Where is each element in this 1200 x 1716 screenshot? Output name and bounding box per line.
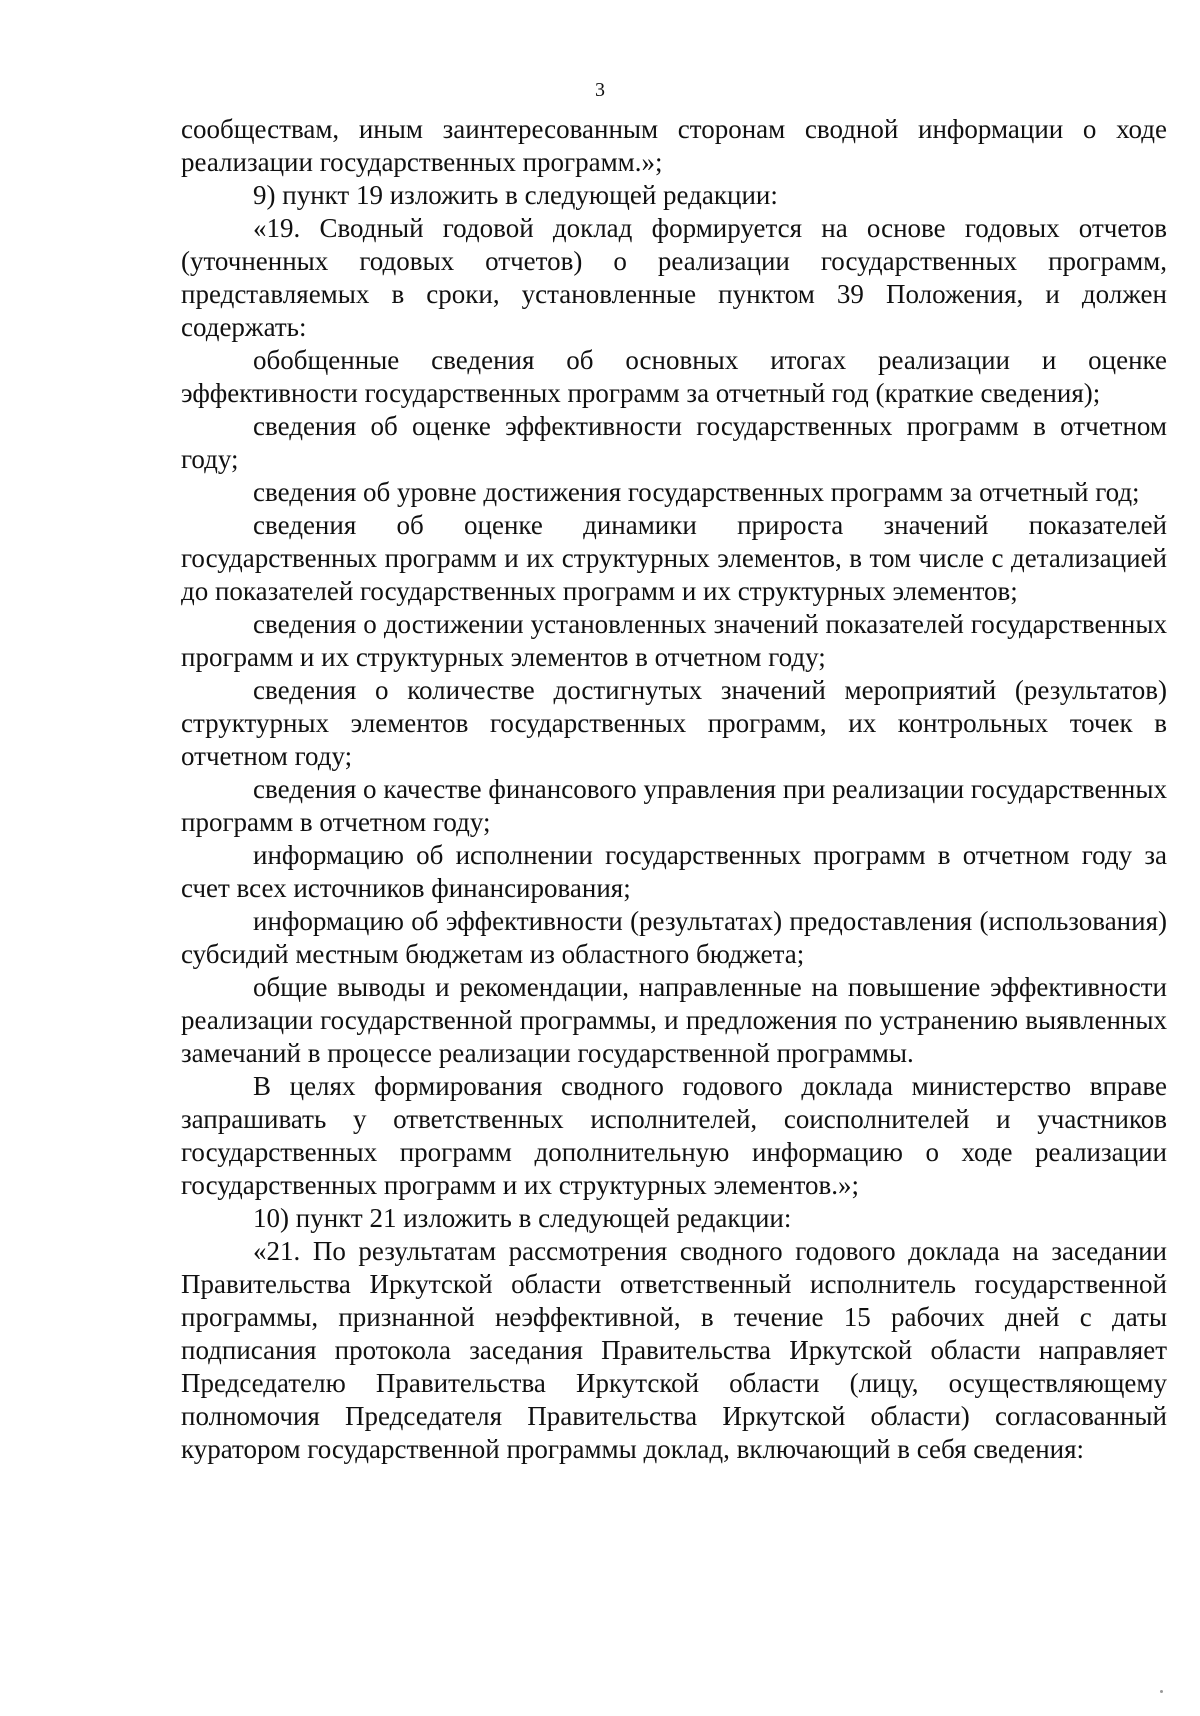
paragraph: сведения об оценке динамики прироста значений показателей государственных программ и их структурных элементов, в том числе с детализацией до показателей государственных программ и их структурных элементов; [181,510,1167,606]
paragraph: информацию об исполнении государственных программ в отчетном году за счет всех источников финансирования; [181,840,1167,903]
paragraph: сведения об оценке эффективности государственных программ в отчетном году; [181,411,1167,474]
paragraph: «21. По результатам рассмотрения сводного годового доклада на заседании Правительства Иркутской области ответственный исполнитель государственной программы, признанной неэффективной, в течение 15 рабочих дней с даты подписания протокола заседания Правительства Иркутской области направляет Председателю Правительства Иркутской области (лицу, осуществляющему полномочия Председателя Правительства Иркутской области) согласованный куратором государственной программы доклад, включающий в себя сведения: [181,1236,1167,1464]
document-body [181,113,1167,1466]
paragraph: сведения о достижении установленных значений показателей государственных программ и их структурных элементов в отчетном году; [181,609,1167,672]
paragraph: обобщенные сведения об основных итогах реализации и оценке эффективности государственных программ за отчетный год (краткие сведения); [181,345,1167,408]
paragraph: «19. Сводный годовой доклад формируется на основе годовых отчетов (уточненных годовых отчетов) о реализации государственных программ, представляемых в сроки, установленные пунктом 39 Положения, и должен содержать: [181,213,1167,342]
paragraph: сведения об уровне достижения государственных программ за отчетный год; [253,477,1140,507]
paragraph: В целях формирования сводного годового доклада министерство вправе запрашивать у ответственных исполнителей, соисполнителей и участников государственных программ дополнительную информацию о ходе реализации государственных программ и их структурных элементов.»; [181,1071,1167,1200]
paragraph: сведения о количестве достигнутых значений мероприятий (результатов) структурных элементов государственных программ, их контрольных точек в отчетном году; [181,675,1167,771]
paragraph: сведения о качестве финансового управления при реализации государственных программ в отчетном году; [181,774,1167,837]
paragraph: 9) пункт 19 изложить в следующей редакции: [253,180,778,210]
scan-speck [1160,1690,1163,1693]
paragraph: сообществам, иным заинтересованным сторонам сводной информации о ходе реализации государственных программ.»; [181,114,1167,177]
paragraph: 10) пункт 21 изложить в следующей редакции: [253,1203,792,1233]
paragraph: общие выводы и рекомендации, направленные на повышение эффективности реализации государственной программы, и предложения по устранению выявленных замечаний в процессе реализации государственной программы. [181,972,1167,1068]
paragraph: информацию об эффективности (результатах) предоставления (использования) субсидий местным бюджетам из областного бюджета; [181,906,1167,969]
page-number: 3 [595,79,605,101]
